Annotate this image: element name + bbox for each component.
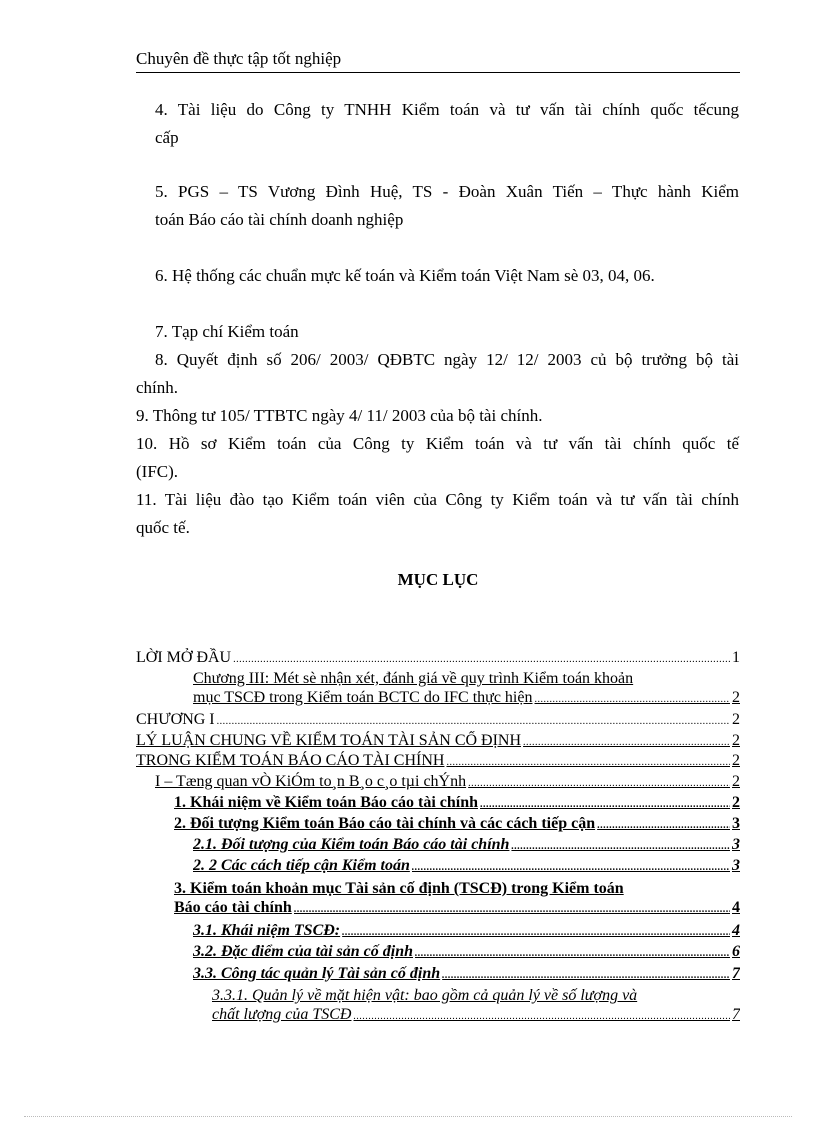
toc-entry-page: 3 — [732, 836, 740, 853]
toc-entry-page: 2 — [732, 689, 740, 706]
toc-entry[interactable] — [136, 648, 740, 669]
toc-entry-page: 2 — [732, 711, 740, 728]
toc-entry-text-cont: mục TSCĐ trong Kiểm toán BCTC do IFC thực hiện — [193, 689, 533, 706]
toc-entry-text: 2. Đối tượng Kiểm toán Báo cáo tài chính và các cách tiếp cận — [174, 815, 596, 832]
reference-5-line1: 5. PGS – TS Vương Đình Huệ, TS - Đoàn Xuân Tiến – Thực hành Kiểm — [155, 182, 739, 201]
toc-entry-text: 2. 2 Các cách tiếp cận Kiểm toán — [193, 857, 410, 874]
toc-entry-text: LỜI MỞ ĐẦU — [136, 649, 232, 666]
leader-dots — [342, 923, 730, 942]
toc-entry[interactable] — [212, 986, 740, 1026]
reference-7: 7. Tạp chí Kiểm toán — [155, 322, 299, 341]
toc-entry[interactable] — [174, 879, 740, 919]
leader-dots — [294, 900, 730, 919]
toc-entry-text: LÝ LUẬN CHUNG VỀ KIỂM TOÁN TÀI SẢN CỐ ĐỊNH — [136, 732, 522, 749]
toc-entry[interactable] — [193, 921, 740, 942]
leader-dots — [480, 795, 730, 814]
toc-entry-text: 3.1. Khái niệm TSCĐ: — [193, 922, 341, 939]
reference-9: 9. Thông tư 105/ TTBTC ngày 4/ 11/ 2003 của bộ tài chính. — [136, 406, 543, 425]
toc-entry-page: 7 — [732, 965, 740, 982]
leader-dots — [468, 774, 730, 793]
toc-entry-text: 2.1. Đối tượng của Kiểm toán Báo cáo tài chính — [193, 836, 510, 853]
leader-dots — [597, 816, 730, 835]
toc-entry-text: CHƯƠNG I — [136, 711, 215, 728]
toc-entry[interactable] — [136, 731, 740, 752]
toc-entry[interactable] — [136, 751, 740, 772]
leader-dots — [523, 733, 730, 752]
reference-8-line2: chính. — [136, 378, 179, 397]
toc-title: MỤC LỤC — [397, 570, 479, 589]
leader-dots — [353, 1007, 730, 1026]
leader-dots — [511, 837, 730, 856]
page-bottom-divider — [24, 1116, 792, 1117]
reference-4-line1: 4. Tài liệu do Công ty TNHH Kiểm toán và tư vấn tài chính quốc tếcung — [155, 100, 739, 119]
reference-11-line1: 11. Tài liệu đào tạo Kiểm toán viên của Công ty Kiểm toán và tư vấn tài chính — [136, 490, 739, 509]
page-header: Chuyên đề thực tập tốt nghiệp — [136, 48, 740, 73]
toc-entry-text-cont: Báo cáo tài chính — [174, 899, 292, 916]
leader-dots — [415, 944, 730, 963]
toc-entry-page: 2 — [732, 732, 740, 749]
toc-entry-page: 4 — [732, 922, 740, 939]
reference-10-line1: 10. Hồ sơ Kiểm toán của Công ty Kiểm toán và tư vấn tài chính quốc tế — [136, 434, 739, 453]
toc-entry-text: 3.2. Đặc điểm của tài sản cố định — [193, 943, 414, 960]
toc-entry[interactable] — [136, 710, 740, 731]
toc-entry[interactable] — [174, 793, 740, 814]
toc-entry-page: 2 — [732, 773, 740, 790]
toc-entry-page: 6 — [732, 943, 740, 960]
leader-dots — [412, 858, 730, 877]
leader-dots — [233, 650, 730, 669]
reference-10-line2: (IFC). — [136, 462, 179, 481]
toc-entry[interactable] — [193, 669, 740, 709]
toc-entry-text: TRONG KIỂM TOÁN BÁO CÁO TÀI CHÍNH — [136, 752, 445, 769]
toc-entry-text: 3.3.1. Quản lý về mặt hiện vật: bao gồm cả quản lý về số lượng và — [212, 987, 638, 1004]
toc-entry-text: 1. Khái niệm về Kiểm toán Báo cáo tài chính — [174, 794, 478, 811]
leader-dots — [217, 712, 730, 731]
toc-entry-text: 3. Kiểm toán khoản mục Tài sản cố định (TSCĐ) trong Kiểm toán — [174, 880, 624, 897]
toc-entry-page: 1 — [732, 649, 740, 666]
leader-dots — [534, 690, 730, 709]
toc-entry-text: Chương III: Mét sè nhận xét, đánh giá về quy trình Kiểm toán khoản — [193, 670, 634, 687]
toc-entry-page: 2 — [732, 794, 740, 811]
toc-entry[interactable] — [174, 814, 740, 835]
toc-entry[interactable] — [155, 772, 740, 793]
toc-entry-page: 3 — [732, 815, 740, 832]
leader-dots — [442, 966, 730, 985]
toc-entry-text-cont: chất lượng của TSCĐ — [212, 1006, 352, 1023]
toc-entry[interactable] — [193, 835, 740, 856]
reference-6: 6. Hệ thống các chuẩn mực kế toán và Kiểm toán Việt Nam sè 03, 04, 06. — [155, 266, 655, 285]
reference-5-line2: toán Báo cáo tài chính doanh nghiệp — [155, 210, 404, 229]
reference-8-line1: 8. Quyết định số 206/ 2003/ QĐBTC ngày 12/ 12/ 2003 củ bộ trưởng bộ tài — [155, 350, 739, 369]
leader-dots — [446, 753, 730, 772]
toc-entry[interactable] — [193, 964, 740, 985]
reference-11-line2: quốc tế. — [136, 518, 190, 537]
toc-entry-page: 2 — [732, 752, 740, 769]
toc-entry-page: 3 — [732, 857, 740, 874]
toc-entry-text: 3.3. Công tác quản lý Tài sản cố định — [193, 965, 441, 982]
reference-4-line2: cấp — [155, 128, 179, 147]
toc-entry[interactable] — [193, 856, 740, 877]
toc-entry[interactable] — [193, 942, 740, 963]
toc-entry-page: 4 — [732, 899, 740, 916]
toc-entry-text: I – Tæng quan vÒ KiÓm to¸n B¸o c¸o tµi chÝnh — [155, 773, 467, 790]
toc-entry-page: 7 — [732, 1006, 740, 1023]
